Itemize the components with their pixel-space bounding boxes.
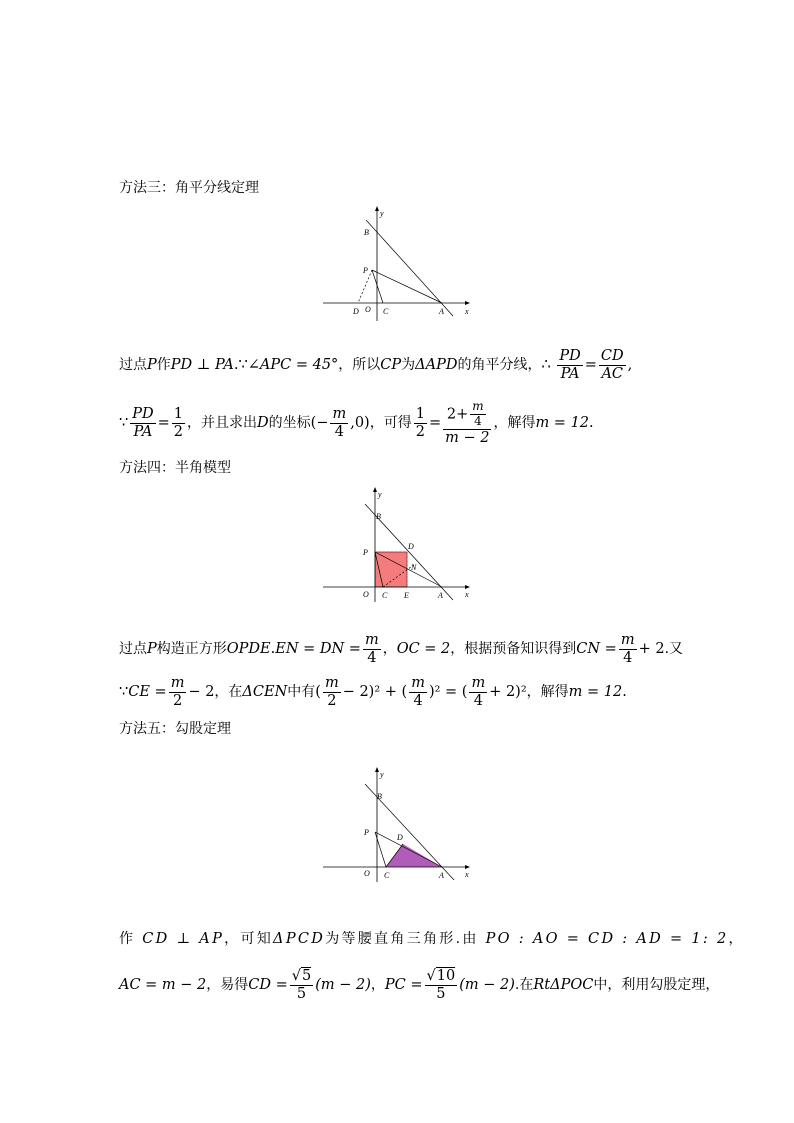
fraction-m-4: $\frac{m}{4}$ (364, 632, 379, 666)
fraction-cd-ac: $\frac{CD}{AC}$ (600, 348, 624, 382)
label-P: P (364, 828, 369, 837)
label-A: A (439, 871, 444, 880)
label-x: x (465, 590, 469, 599)
fraction-pd-pa: $\frac{PD}{PA}$ (559, 348, 581, 382)
label-x: x (465, 870, 469, 879)
method3-heading: 方法三：角平分线定理 (119, 180, 259, 196)
label-O: O (363, 590, 369, 599)
label-y: y (380, 209, 384, 218)
method3-line1: 过点P作PD ⊥ PA.∵∠APC = 45°，所以CP为ΔAPD的角平分线，∴ $\frac{PD}{PA}$ = $\frac{CD}{AC}$ , (119, 348, 633, 382)
method3-figure (320, 203, 475, 323)
label-C: C (384, 871, 390, 880)
method4-figure (320, 484, 475, 604)
label-C: C (383, 307, 389, 316)
label-B: B (376, 512, 381, 521)
fraction-m-4-c: $\frac{m}{4}$ (411, 675, 425, 709)
label-D: D (353, 307, 359, 316)
fraction-m-4-b: $\frac{m}{4}$ (620, 632, 635, 666)
method5-diagram (320, 764, 475, 884)
method3-diagram (320, 203, 475, 323)
fraction-one-half-2: $\frac{1}{2}$ (415, 405, 425, 440)
fraction-sqrt5-5: $\frac{√5}{5}$ (291, 968, 312, 1002)
method4-line1: 过点P构造正方形OPDE.EN = DN = $\frac{m}{4}$ ，OC = 2，根据预备知识得到CN = $\frac{m}{4}$ + 2.又 (119, 632, 684, 666)
fraction-complex: 2+ $\frac{m}{4}$ m − 2 (445, 399, 490, 446)
label-x: x (465, 307, 469, 316)
method3-line2: ∵ $\frac{PD}{PA}$ = $\frac{1}{2}$ ，并且求出D的坐标(− $\frac{m}{4}$ ,0)，可得 $\frac{1}{2}$ = 2+ $\frac{m}{4}$ m − 2 ，解得m = 12. (119, 399, 594, 446)
label-D: D (408, 542, 414, 551)
method4-diagram (320, 484, 475, 604)
method4-line2: ∵CE = $\frac{m}{2}$ − 2，在ΔCEN中有( $\frac{m}{2}$ − 2)² + ( $\frac{m}{4}$ )² = ( $\frac{m}{4}$ + 2)²，解得m = 12. (119, 675, 627, 709)
label-y: y (378, 490, 382, 499)
label-B: B (364, 228, 369, 237)
method5-heading: 方法五：勾股定理 (119, 721, 231, 737)
fraction-sqrt10-5: $\frac{√10}{5}$ (426, 968, 456, 1002)
method4-heading: 方法四：半角模型 (119, 460, 231, 476)
label-O: O (364, 869, 370, 878)
method5-line1: 作 CD ⊥ AP，可知ΔPCD为等腰直角三角形.由 PO : AO = CD : AD = 1: 2， (119, 931, 745, 947)
fraction-m-2-b: $\frac{m}{2}$ (324, 675, 339, 709)
label-A: A (438, 591, 443, 600)
label-O: O (365, 305, 371, 314)
label-P: P (363, 266, 368, 275)
label-y: y (380, 770, 384, 779)
label-B: B (377, 792, 382, 801)
fraction-m-4: $\frac{m}{4}$ (332, 405, 347, 440)
label-C: C (382, 591, 388, 600)
fraction-pd-pa-2: $\frac{PD}{PA}$ (132, 405, 154, 440)
method5-figure (320, 764, 475, 884)
label-E: E (404, 591, 409, 600)
method5-line2: AC = m − 2，易得CD = $\frac{√5}{5}$ (m − 2)，PC = $\frac{√10}{5}$ (m − 2).在RtΔPOC中，利用勾股定理， (119, 968, 720, 1002)
square-fill (375, 552, 407, 587)
label-N: N (411, 563, 417, 572)
fraction-m-4-d: $\frac{m}{4}$ (471, 675, 486, 709)
label-A: A (439, 307, 444, 316)
fraction-one-half: $\frac{1}{2}$ (173, 405, 184, 440)
fraction-m-2: $\frac{m}{2}$ (170, 675, 185, 709)
label-D: D (397, 833, 403, 842)
label-P: P (363, 548, 368, 557)
